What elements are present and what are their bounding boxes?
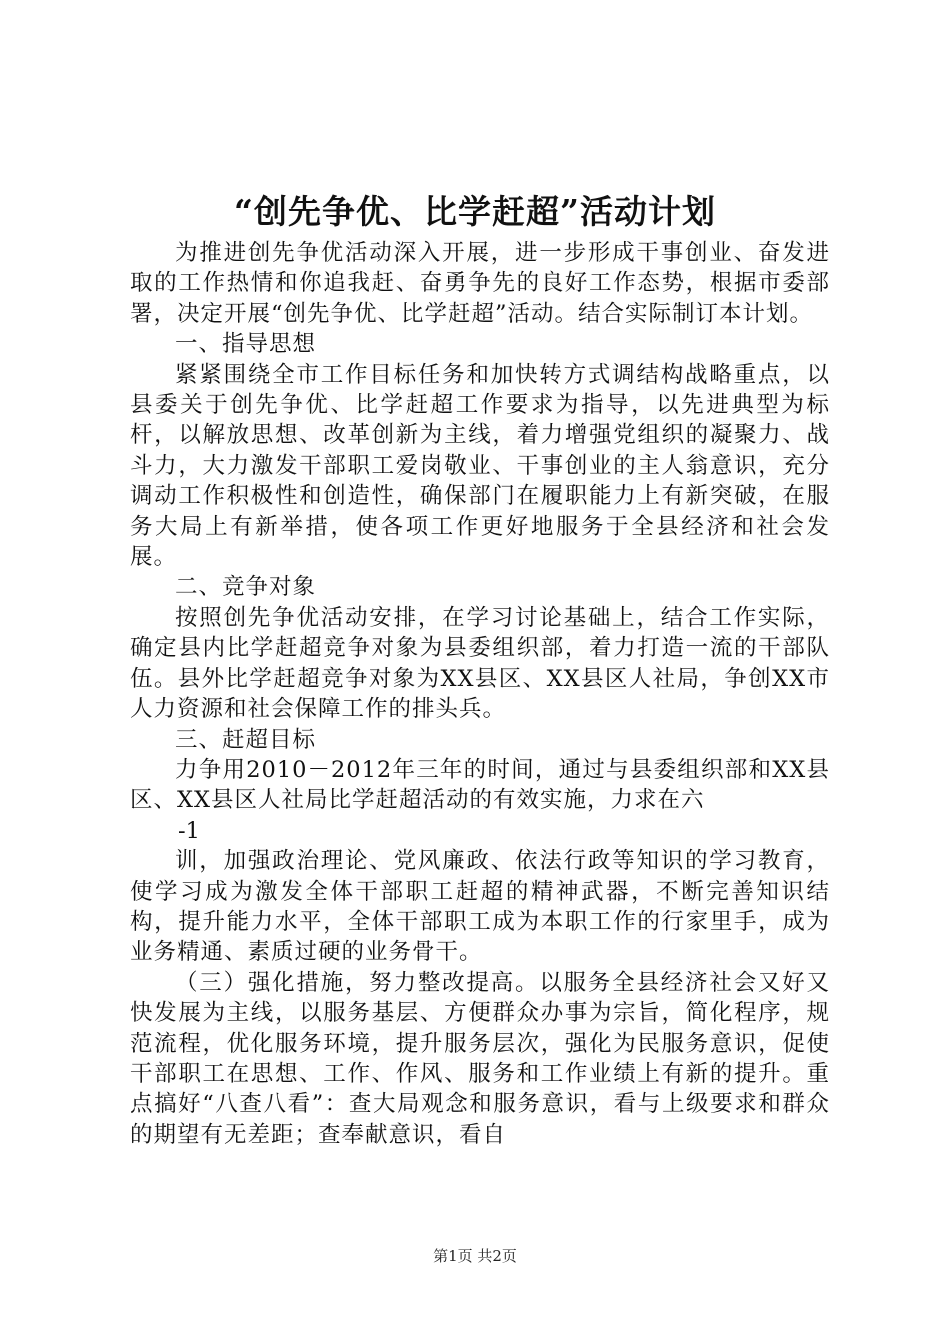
section-paragraph-goals: 力争用2010－2012年三年的时间，通过与县委组织部和XX县区、XX县区人社局比学赶超活动的有效实施，力求在六 [130,756,830,814]
section-heading-goals: 三、赶超目标 [175,726,317,753]
section-heading-guiding-ideology: 一、指导思想 [175,331,317,358]
continued-paragraph: 训，加强政治理论、党风廉政、依法行政等知识的学习教育，使学习成为激发全体干部职工赶超的精神武器，不断完善知识结构，提升能力水平，全体干部职工成为本职工作的行家里手，成为业务精通、素质过硬的业务骨干。 [130,848,830,966]
page-footer: 第1页 共2页 [433,1247,517,1265]
section-paragraph-competitors: 按照创先争优活动安排，在学习讨论基础上，结合工作实际，确定县内比学赶超竞争对象为县委组织部，着力打造一流的干部队伍。县外比学赶超竞争对象为XX县区、XX县区人社局，争创XX市人力资源和社会保障工作的排头兵。 [130,604,830,723]
section-heading-competitors: 二、竞争对象 [175,574,317,601]
document-title: “创先争优、比学赶超”活动计划 [234,192,716,231]
measures-paragraph: （三）强化措施，努力整改提高。以服务全县经济社会又好又快发展为主线，以服务基层、方便群众办事为宗旨，简化程序，规范流程，优化服务环境，提升服务层次，强化为民服务意识，促使干部职工在思想、工作、作风、服务和工作业绩上有新的提升。重点搞好“八查八看”：查大局观念和服务意识，看与上级要求和群众的期望有无差距；查奉献意识，看自 [130,969,830,1148]
document-body [130,238,830,1150]
page-break-mark: -1 [178,817,200,844]
intro-paragraph: 为推进创先争优活动深入开展，进一步形成干事创业、奋发进取的工作热情和你追我赶、奋勇争先的良好工作态势，根据市委部署，决定开展“创先争优、比学赶超”活动。结合实际制订本计划。 [130,240,830,327]
section-paragraph-guiding-ideology: 紧紧围绕全市工作目标任务和加快转方式调结构战略重点，以县委关于创先争优、比学赶超工作要求为指导，以先进典型为标杆，以解放思想、改革创新为主线，着力增强党组织的凝聚力、战斗力，大力激发干部职工爱岗敬业、干事创业的主人翁意识，充分调动工作积极性和创造性，确保部门在履职能力上有新突破，在服务大局上有新举措，使各项工作更好地服务于全县经济和社会发展。 [130,361,830,571]
